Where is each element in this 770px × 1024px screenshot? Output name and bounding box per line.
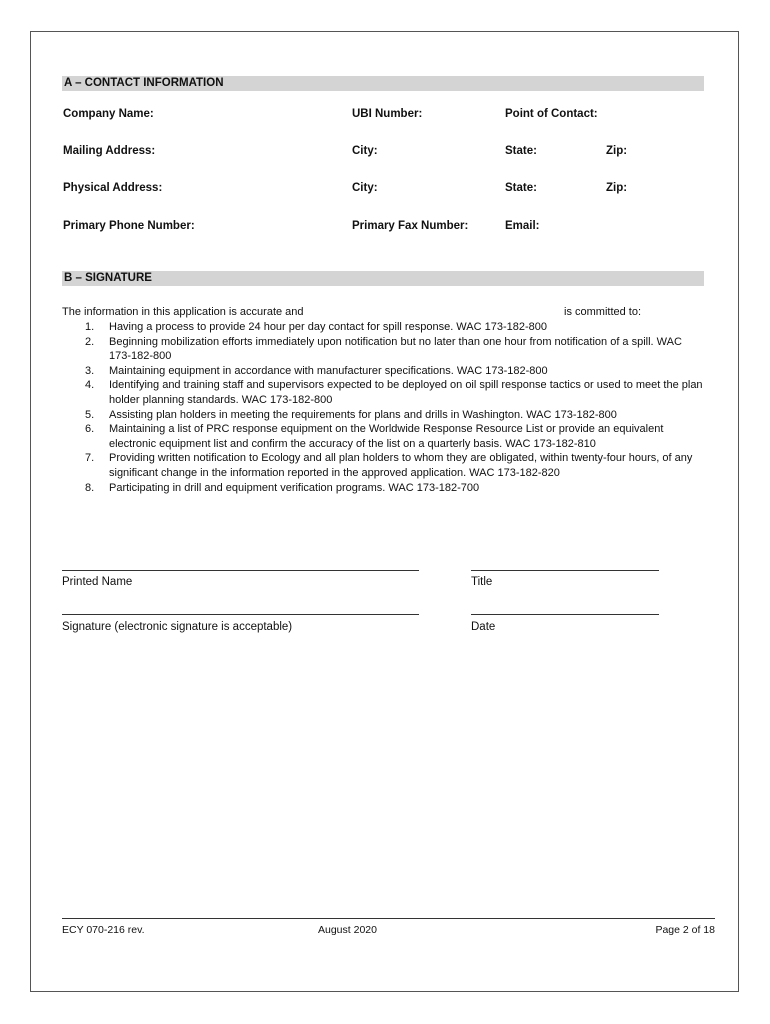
list-item bbox=[85, 320, 704, 335]
intro-right-text: is committed to: bbox=[564, 306, 642, 318]
list-item-text: Identifying and training staff and supervisors expected to be deployed on oil spill response tactics or used to meet the plan holder planning standards. WAC 173-182-800 bbox=[109, 379, 703, 406]
printed-name-label: Printed Name bbox=[62, 576, 133, 588]
list-item-number: 1. bbox=[85, 321, 95, 333]
list-item-text: Maintaining equipment in accordance with manufacturer specifications. WAC 173-182-800 bbox=[109, 364, 548, 377]
footer-form-id: ECY 070-216 rev. bbox=[62, 924, 145, 936]
list-item-text: Having a process to provide 24 hour per day contact for spill response. WAC 173-182-800 bbox=[109, 321, 547, 333]
commitment-list bbox=[62, 320, 704, 495]
ubi-number-label: UBI Number: bbox=[352, 108, 423, 120]
list-item bbox=[85, 422, 704, 451]
printed-name-line[interactable] bbox=[62, 570, 419, 571]
section-a-header: A – CONTACT INFORMATION bbox=[62, 76, 704, 91]
list-item bbox=[85, 451, 704, 480]
commitment-statement bbox=[62, 305, 704, 495]
mailing-state-label: State: bbox=[505, 145, 537, 157]
list-item-number: 5. bbox=[85, 408, 95, 421]
point-of-contact-label: Point of Contact: bbox=[505, 108, 598, 120]
date-line[interactable] bbox=[471, 614, 659, 615]
commitment-intro bbox=[62, 305, 704, 320]
title-label: Title bbox=[471, 576, 493, 588]
physical-address-label: Physical Address: bbox=[63, 182, 163, 194]
physical-state-label: State: bbox=[505, 182, 537, 194]
list-item bbox=[85, 335, 704, 364]
list-item bbox=[85, 364, 704, 379]
company-name-label: Company Name: bbox=[63, 108, 154, 120]
list-item-text: Beginning mobilization efforts immediately upon notification but no later than one hour from notification of a spill. WAC 173-182-800 bbox=[109, 335, 682, 363]
intro-left-text: The information in this application is accurate and bbox=[62, 306, 304, 318]
physical-city-label: City: bbox=[352, 182, 378, 194]
list-item-text: Assisting plan holders in meeting the requirements for plans and drills in Washington. WAC 173-182-800 bbox=[109, 408, 617, 421]
physical-zip-label: Zip: bbox=[606, 182, 628, 194]
footer-page-number: Page 2 of 18 bbox=[655, 924, 715, 936]
document-page bbox=[30, 31, 739, 992]
list-item-number: 2. bbox=[85, 335, 95, 348]
mailing-zip-label: Zip: bbox=[606, 145, 628, 157]
footer-divider bbox=[62, 918, 715, 919]
list-item-text: Maintaining a list of PRC response equipment on the Worldwide Response Resource List or provide an equivalent electronic equipment list and confirm the accuracy of the list on a quarterly basis. WAC 173-182-810 bbox=[109, 423, 664, 450]
email-label: Email: bbox=[505, 220, 540, 232]
signature-label: Signature (electronic signature is acceptable) bbox=[62, 621, 293, 633]
list-item bbox=[85, 481, 704, 496]
list-item-number: 7. bbox=[85, 452, 95, 465]
list-item-number: 8. bbox=[85, 481, 95, 494]
date-label: Date bbox=[471, 621, 496, 633]
list-item-number: 6. bbox=[85, 423, 95, 436]
list-item bbox=[85, 378, 704, 407]
list-item-text: Providing written notification to Ecology and all plan holders to whom they are obligated, within twenty-four hours, of any significant change in the information reported in the approved application. WAC 173-182-820 bbox=[109, 452, 693, 479]
section-b-header: B – SIGNATURE bbox=[62, 271, 704, 286]
footer-date: August 2020 bbox=[318, 924, 377, 936]
list-item-number: 4. bbox=[85, 379, 95, 392]
primary-phone-label: Primary Phone Number: bbox=[63, 220, 195, 232]
mailing-address-label: Mailing Address: bbox=[63, 145, 156, 157]
list-item-number: 3. bbox=[85, 364, 95, 377]
signature-line[interactable] bbox=[62, 614, 419, 615]
list-item bbox=[85, 408, 704, 423]
mailing-city-label: City: bbox=[352, 145, 378, 157]
list-item-text: Participating in drill and equipment verification programs. WAC 173-182-700 bbox=[109, 481, 480, 494]
primary-fax-label: Primary Fax Number: bbox=[352, 220, 469, 232]
title-line[interactable] bbox=[471, 570, 659, 571]
